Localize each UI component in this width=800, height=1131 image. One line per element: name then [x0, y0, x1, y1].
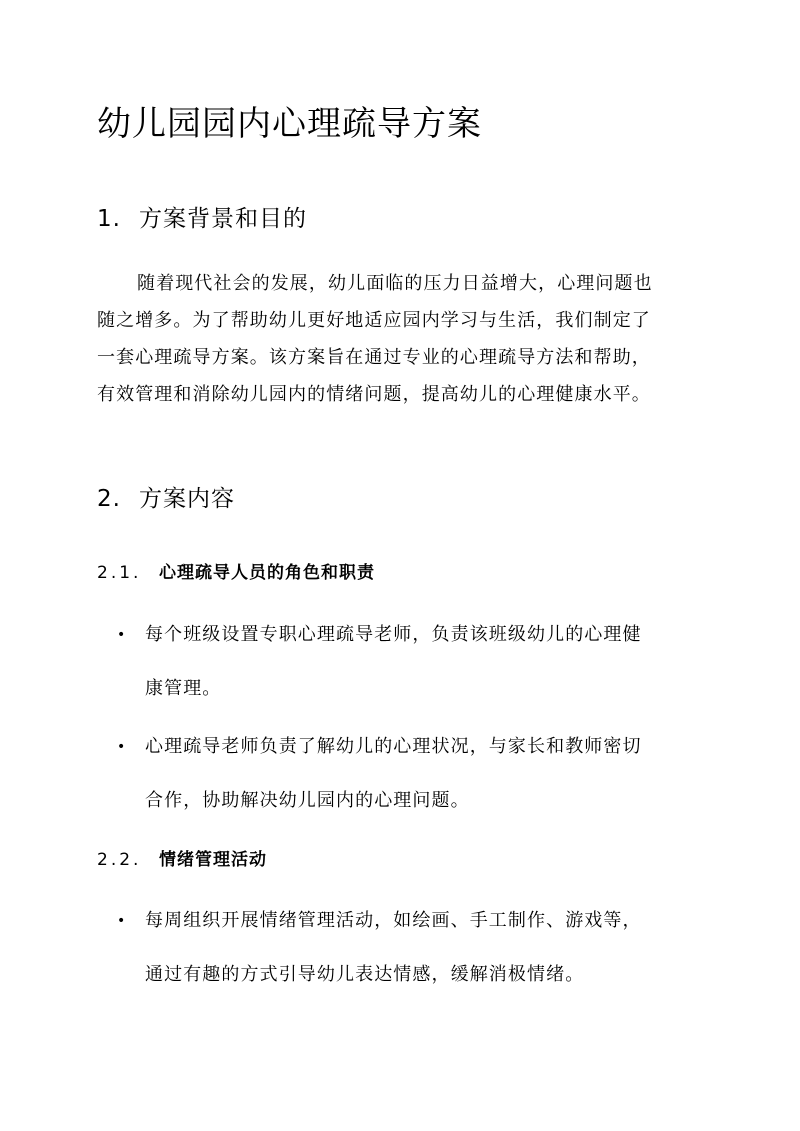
bullet-icon: • [117, 739, 127, 755]
section-2-heading [97, 480, 235, 513]
list-item-line: 每个班级设置专职心理疏导老师，负责该班级幼儿的心理健 [145, 624, 642, 645]
bullet-icon: • [117, 913, 127, 929]
list-item-line: 心理疏导老师负责了解幼儿的心理状况，与家长和教师密切 [145, 736, 642, 757]
bullet-icon: • [117, 627, 127, 643]
subsection-2-2-heading [97, 845, 267, 870]
section-2-number: 2. [97, 486, 121, 512]
list-item-line: 康管理。 [145, 678, 222, 699]
list-item-line: 通过有趣的方式引导幼儿表达情感，缓解消极情绪。 [145, 964, 585, 985]
subsection-2-2-title: 情绪管理活动 [159, 850, 267, 870]
list-item [97, 894, 717, 1002]
section-2-title: 方案内容 [139, 486, 235, 512]
section-1-title: 方案背景和目的 [139, 206, 307, 232]
list-item [97, 608, 717, 716]
paragraph-line: 有效管理和消除幼儿园内的情绪问题，提高幼儿的心理健康水平。 [97, 384, 651, 405]
section-1-heading [97, 200, 307, 233]
subsection-2-1-number: 2.1. [97, 563, 142, 583]
document-title: 幼儿园园内心理疏导方案 [97, 104, 482, 144]
list-item-line: 合作，协助解决幼儿园内的心理问题。 [145, 790, 470, 811]
subsection-2-1-title: 心理疏导人员的角色和职责 [159, 563, 375, 583]
paragraph-line: 随着现代社会的发展，幼儿面临的压力日益增大，心理问题也 [137, 273, 653, 294]
list-item-line: 每周组织开展情绪管理活动，如绘画、手工制作、游戏等， [145, 910, 642, 931]
paragraph-line: 随之增多。为了帮助幼儿更好地适应园内学习与生活，我们制定了 [97, 310, 651, 331]
section-1-paragraph [97, 265, 707, 413]
subsection-2-2-number: 2.2. [97, 850, 142, 870]
subsection-2-1-heading [97, 558, 375, 583]
list-item [97, 720, 717, 828]
section-1-number: 1. [97, 206, 121, 232]
paragraph-line: 一套心理疏导方案。该方案旨在通过专业的心理疏导方法和帮助， [97, 347, 651, 368]
